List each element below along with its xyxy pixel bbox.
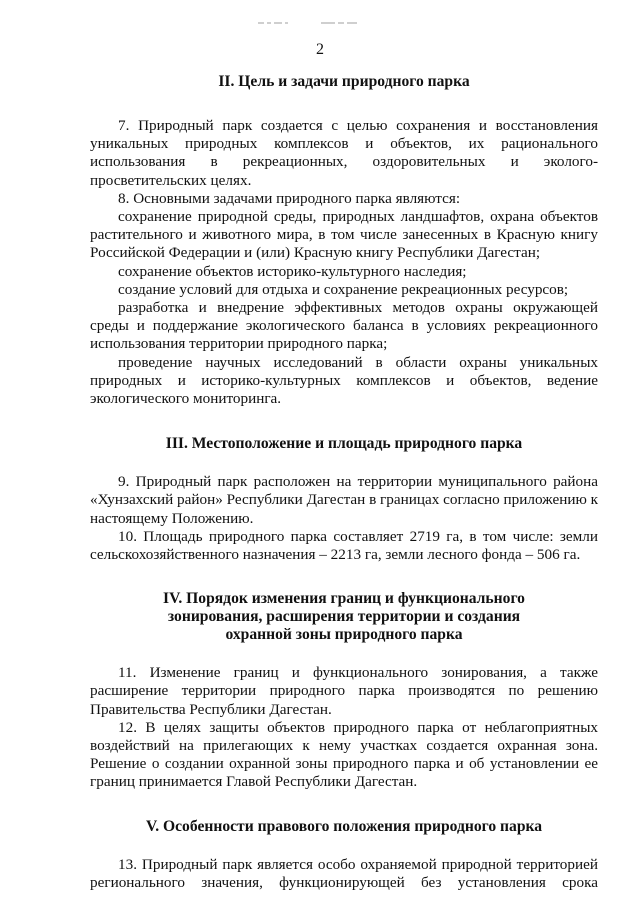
paragraph-7: 7. Природный парк создается с целью сохранения и восстановления уникальных природных комплексов и объектов, их рационального использования в рекреационных, оздоровительных и эколого-просветительских целях.: [90, 117, 598, 189]
task-item: проведение научных исследований в области охраны уникальных природных и историко-культурных комплексов и объектов, ведение экологического мониторинга.: [90, 353, 598, 408]
document-body: [90, 72, 598, 892]
section-heading-3: III. Местоположение и площадь природного парка: [165, 435, 523, 453]
paragraph-8: 8. Основными задачами природного парка являются:: [118, 189, 461, 207]
page-number: 2: [316, 41, 324, 58]
task-item: сохранение объектов историко-культурного наследия;: [118, 262, 467, 280]
scan-artifact: [258, 14, 378, 20]
section-heading-4-line: зонирования, расширения территории и создания: [167, 608, 521, 626]
section-heading-4: [90, 590, 598, 644]
paragraph-13: 13. Природный парк является особо охраняемой природной территорией регионального значения, функционирующей без установления срока: [90, 855, 598, 891]
task-item: сохранение природной среды, природных ландшафтов, охрана объектов растительного и животного мира, в том числе занесенных в Красную книгу Российской Федерации и (или) Красную книгу Республики Дагестан;: [90, 208, 598, 262]
paragraph-10: 10. Площадь природного парка составляет 2719 га, в том числе: земли сельскохозяйственного назначения – 2213 га, земли лесного фонда – 506 га.: [90, 527, 598, 564]
task-item: разработка и внедрение эффективных методов охраны окружающей среды и поддержание экологического баланса в условиях рекреационного использования территории природного парка;: [90, 299, 598, 353]
section-heading-5: V. Особенности правового положения природного парка: [145, 817, 543, 835]
paragraph-12: 12. В целях защиты объектов природного парка от неблагоприятных воздействий на прилегающих к нему участках создается охранная зона. Решение о создании охранной зоны природного парка и об установлении ее границ принимается Главой Республики Дагестан.: [90, 718, 598, 791]
section-heading-4-line: IV. Порядок изменения границ и функционального: [163, 590, 525, 608]
paragraph-11: 11. Изменение границ и функционального зонирования, а также расширение территории природного парка производятся по решению Правительства Республики Дагестан.: [90, 664, 598, 718]
task-item: создание условий для отдыха и сохранение рекреационных ресурсов;: [118, 280, 569, 298]
section-heading-2: II. Цель и задачи природного парка: [218, 73, 470, 90]
section-heading-4-line: охранной зоны природного парка: [225, 626, 463, 644]
paragraph-9: 9. Природный парк расположен на территории муниципального района «Хунзахский район» Республики Дагестан в границах согласно приложению к настоящему Положению.: [90, 473, 598, 527]
